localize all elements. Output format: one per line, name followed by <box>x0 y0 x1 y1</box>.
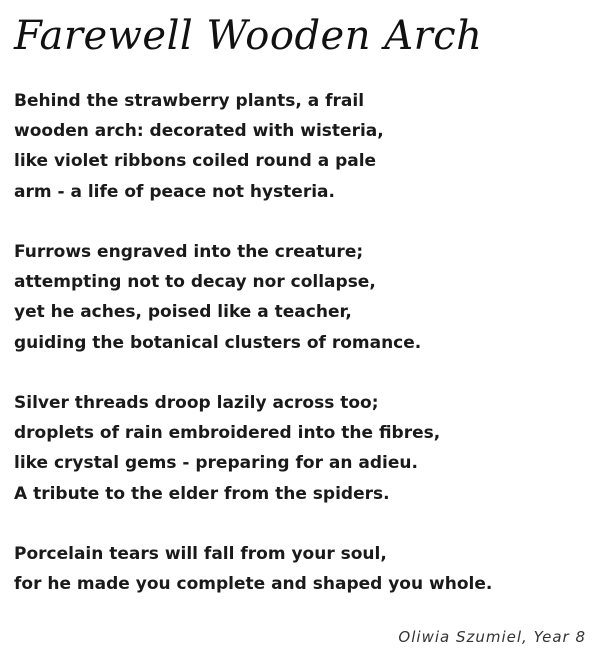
poem-title: Farewell Wooden Arch <box>14 13 483 59</box>
poem-line: Silver threads droop lazily across too; <box>14 393 379 413</box>
poem-line: guiding the botanical clusters of romance. <box>14 332 422 353</box>
poem-line: Furrows engraved into the creature; <box>14 242 364 262</box>
poem-line: wooden arch: decorated with wisteria, <box>14 121 384 142</box>
stanza-2 <box>14 237 589 358</box>
author-credit: Oliwia Szumiel, Year 8 <box>398 628 586 646</box>
poem-line: droplets of rain embroidered into the fibres, <box>14 423 441 444</box>
poem-line: like crystal gems - preparing for an adieu. <box>14 453 418 474</box>
poem-body <box>14 86 589 599</box>
poem-line: for he made you complete and shaped you whole. <box>14 574 493 595</box>
poem-line: like violet ribbons coiled round a pale <box>14 151 377 172</box>
poem-line: Behind the strawberry plants, a frail <box>14 91 365 111</box>
poem-line: arm - a life of peace not hysteria. <box>14 181 335 202</box>
poem-line: Porcelain tears will fall from your soul, <box>14 544 387 564</box>
stanza-3 <box>14 388 589 509</box>
stanza-4 <box>14 539 589 599</box>
stanza-1 <box>14 86 589 207</box>
poem-line: attempting not to decay nor collapse, <box>14 272 376 293</box>
poem-line: A tribute to the elder from the spiders. <box>14 483 390 504</box>
poem-line: yet he aches, poised like a teacher, <box>14 302 352 323</box>
